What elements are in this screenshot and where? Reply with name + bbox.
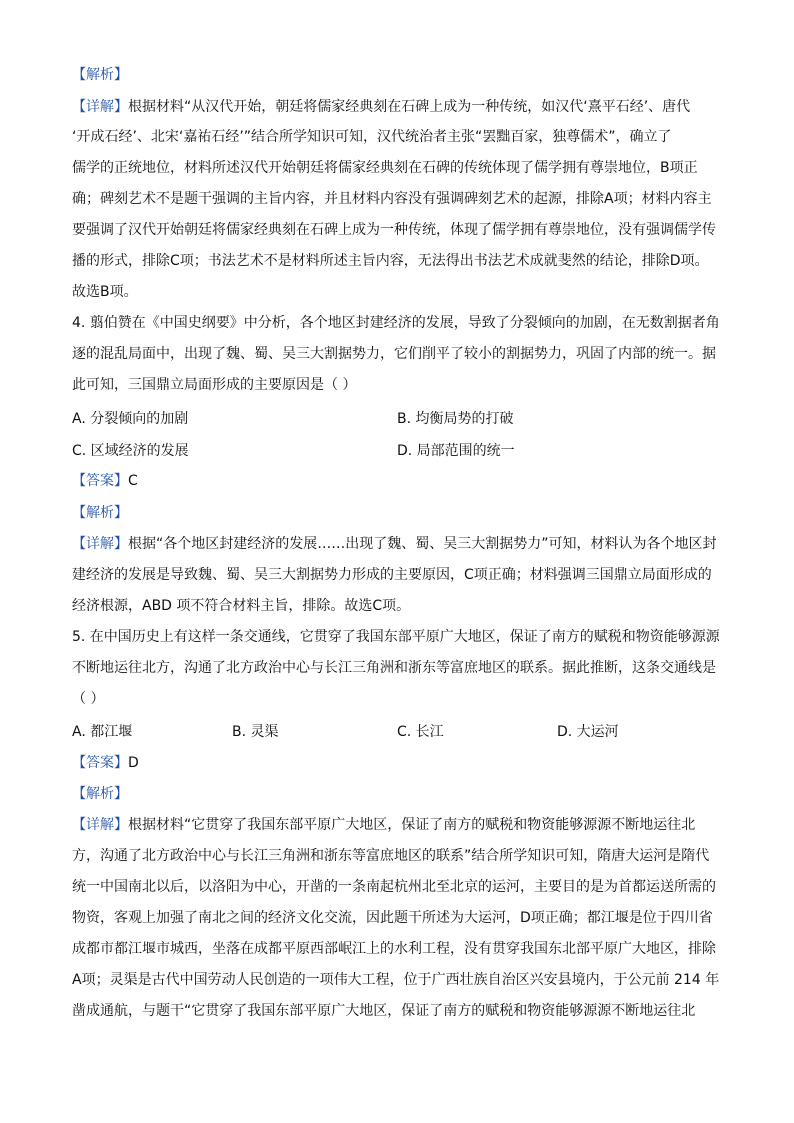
detail-line: 【详解】根据材料“它贯穿了我国东部平原广大地区，保证了南方的赋税和物资能够源源不断地运往北 bbox=[72, 817, 696, 833]
option-a: A. 都江堰 bbox=[72, 724, 133, 740]
option-b: B. 均衡局势的打破 bbox=[397, 411, 514, 427]
detail-label: 【详解】 bbox=[72, 536, 128, 552]
detail-line: 【详解】根据“各个地区封建经济的发展……出现了魏、蜀、吴三大割据势力”可知，材料认为各个地区封 bbox=[72, 536, 717, 552]
detail-line: ‘开成石经’、北宋‘嘉祐石经’”结合所学知识可知，汉代统治者主张“罢黜百家，独尊儒术”，确立了 bbox=[72, 129, 672, 145]
question-stem-line: 不断地运往北方，沟通了北方政治中心与长江三角洲和浙东等富庶地区的联系。据此推断，这条交通线是 bbox=[72, 660, 716, 676]
detail-line: 建经济的发展是导致魏、蜀、吴三大割据势力形成的主要原因，C项正确；材料强调三国鼎立局面形成的 bbox=[72, 567, 712, 583]
analysis-label: 【解析】 bbox=[72, 505, 128, 521]
question-stem-line: 4. 翦伯赞在《中国史纲要》中分析，各个地区封建经济的发展，导致了分裂倾向的加剧，在无数割据者角 bbox=[72, 315, 720, 331]
detail-label: 【详解】 bbox=[72, 817, 128, 833]
answer-line bbox=[72, 753, 139, 773]
detail-line: 方，沟通了北方政治中心与长江三角洲和浙东等富庶地区的联系”结合所学知识可知，隋唐大运河是隋代 bbox=[72, 848, 710, 864]
detail-line: 儒学的正统地位，材料所述汉代开始朝廷将儒家经典刻在石碑的传统体现了儒学拥有尊崇地位，B项正 bbox=[72, 160, 698, 176]
question-stem-line: （ ） bbox=[72, 691, 105, 707]
question-stem-line: 5. 在中国历史上有这样一条交通线，它贯穿了我国东部平原广大地区，保证了南方的赋税和物资能够源源 bbox=[72, 629, 720, 645]
option-c: C. 区域经济的发展 bbox=[72, 443, 189, 459]
answer-label: 【答案】 bbox=[72, 473, 128, 489]
detail-line: 【详解】根据材料“从汉代开始，朝廷将儒家经典刻在石碑上成为一种传统，如汉代‘熹平石经’、唐代 bbox=[72, 99, 691, 115]
detail-line: 播的形式，排除C项；书法艺术不是材料所述主旨内容，无法得出书法艺术成就斐然的结论，排除D项。 bbox=[72, 253, 709, 269]
option-a: A. 分裂倾向的加剧 bbox=[72, 411, 189, 427]
question-stem-line: 此可知，三国鼎立局面形成的主要原因是（ ） bbox=[72, 377, 357, 393]
detail-line: 物资，客观上加强了南北之间的经济文化交流，因此题干所述为大运河，D项正确；都江堰是位于四川省 bbox=[72, 910, 713, 926]
answer-label: 【答案】 bbox=[72, 755, 128, 771]
option-d: D. 大运河 bbox=[557, 724, 619, 740]
detail-line: 统一中国南北以后，以洛阳为中心，开凿的一条南起杭州北至北京的运河，主要目的是为首都运送所需的 bbox=[72, 879, 716, 895]
detail-line: 成都市都江堰市城西，坐落在成都平原西部岷江上的水利工程，没有贯穿我国东北部平原广大地区，排除 bbox=[72, 941, 716, 957]
option-b: B. 灵渠 bbox=[232, 724, 279, 740]
answer-value: C bbox=[128, 473, 138, 489]
answer-line bbox=[72, 471, 138, 491]
detail-line: 故选B项。 bbox=[72, 284, 138, 300]
option-d: D. 局部范围的统一 bbox=[397, 443, 515, 459]
analysis-label: 【解析】 bbox=[72, 67, 128, 83]
analysis-label: 【解析】 bbox=[72, 786, 128, 802]
detail-line: 确；碑刻艺术不是题干强调的主旨内容，并且材料内容没有强调碑刻艺术的起源，排除A项；材料内容主 bbox=[72, 191, 712, 207]
detail-line: 经济根源，ABD 项不符合材料主旨，排除。故选C项。 bbox=[72, 598, 411, 614]
detail-line: A项；灵渠是古代中国劳动人民创造的一项伟大工程，位于广西壮族自治区兴安县境内，于公元前 214 年 bbox=[72, 972, 720, 988]
detail-line: 要强调了汉代开始朝廷将儒家经典刻在石碑上成为一种传统，体现了儒学拥有尊崇地位，没有强调儒学传 bbox=[72, 222, 716, 238]
answer-value: D bbox=[128, 755, 139, 771]
detail-line: 凿成通航，与题干“它贯穿了我国东部平原广大地区，保证了南方的赋税和物资能够源源不断地运往北 bbox=[72, 1003, 696, 1019]
option-c: C. 长江 bbox=[397, 724, 444, 740]
question-stem-line: 逐的混乱局面中，出现了魏、蜀、吴三大割据势力，它们削平了较小的割据势力，巩固了内部的统一。据 bbox=[72, 346, 716, 362]
detail-label: 【详解】 bbox=[72, 99, 128, 115]
